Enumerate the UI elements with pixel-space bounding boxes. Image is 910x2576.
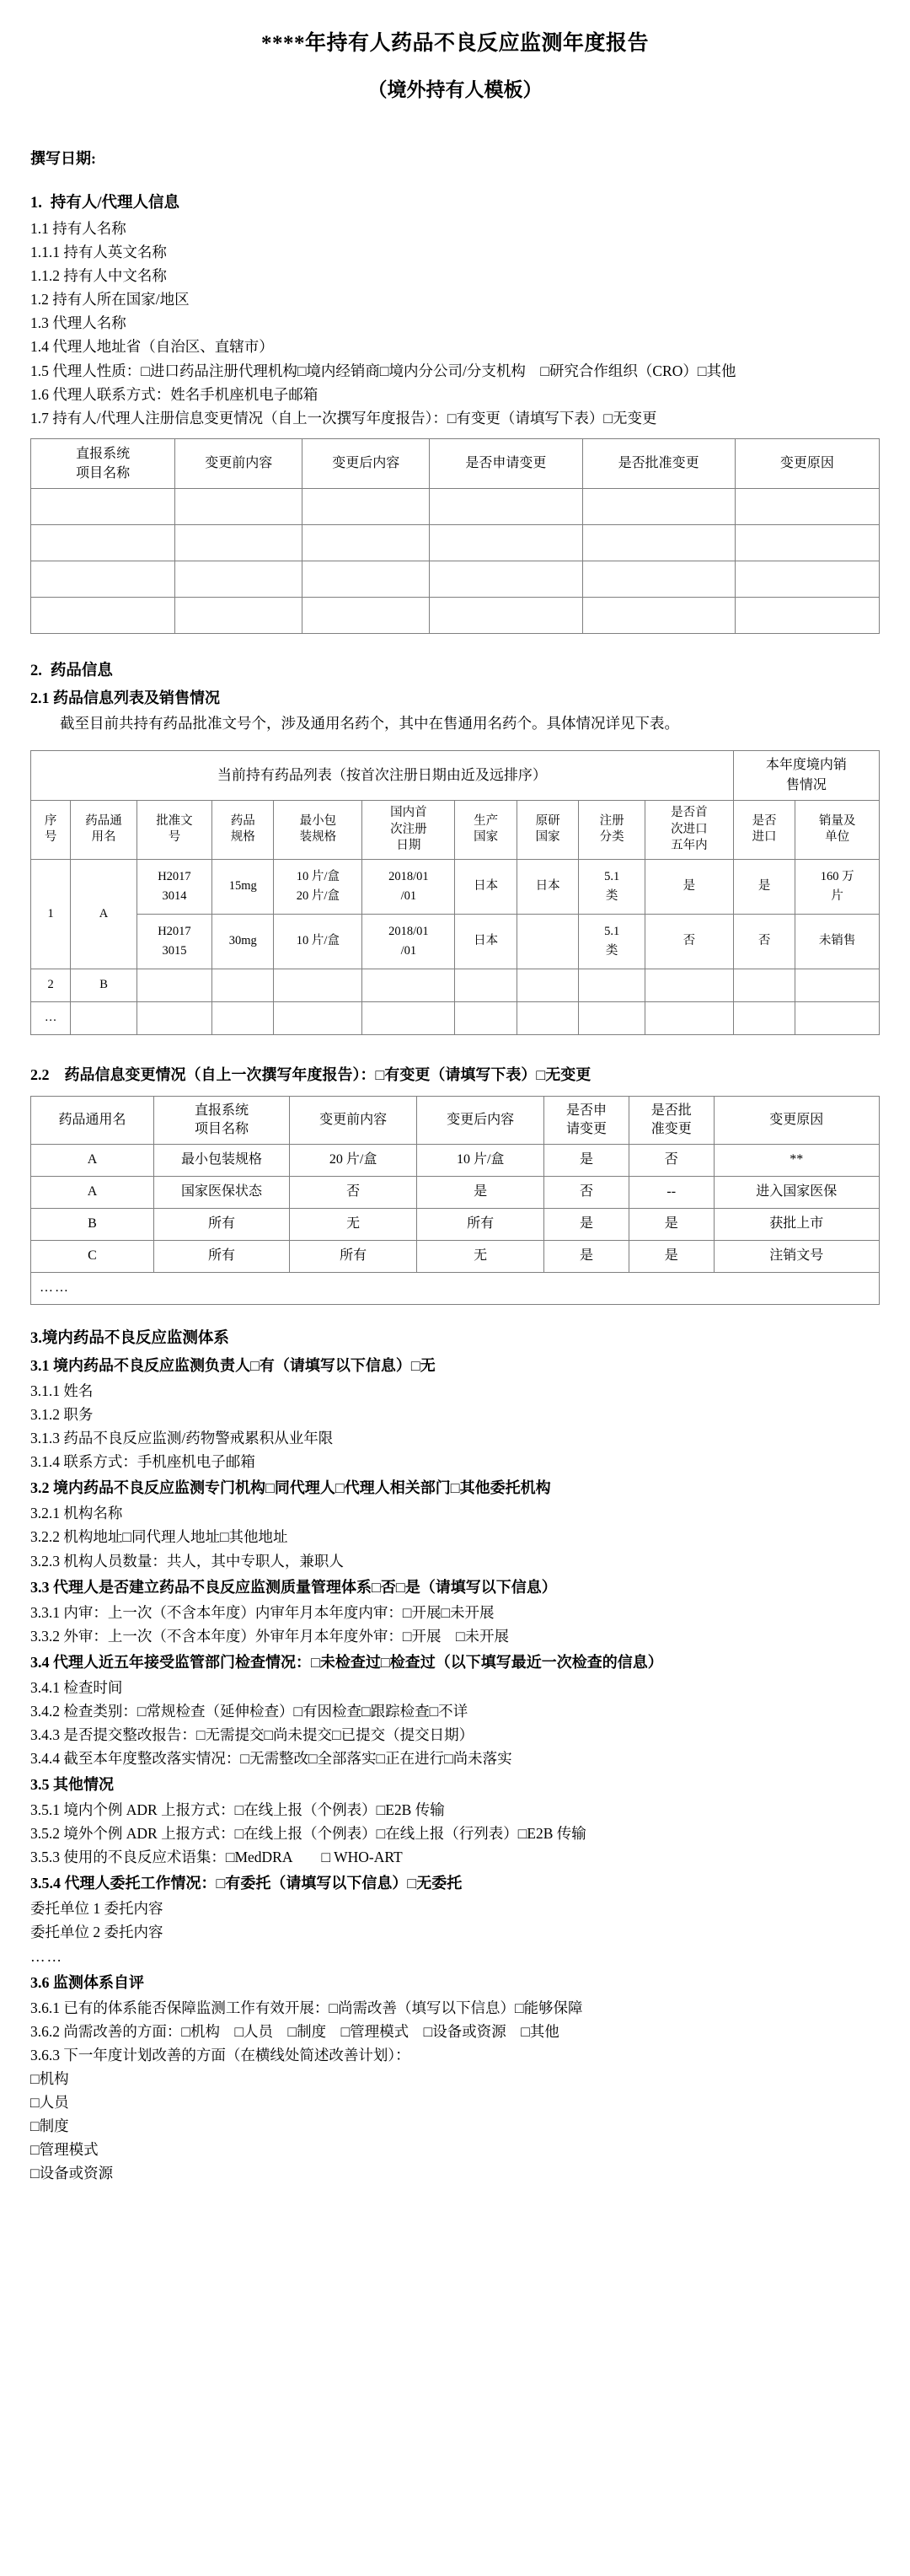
cell-approval-number[interactable] bbox=[136, 969, 211, 1001]
cell-drug-spec[interactable] bbox=[212, 969, 274, 1001]
table-row[interactable] bbox=[31, 969, 880, 1001]
cell[interactable] bbox=[175, 489, 302, 525]
cell[interactable] bbox=[31, 561, 175, 598]
cell-drug-spec[interactable] bbox=[212, 1001, 274, 1034]
table-row[interactable] bbox=[31, 525, 880, 561]
section3-2-heading[interactable]: 3.2 境内药品不良反应监测专门机构□同代理人□代理人相关部门□其他委托机构 bbox=[30, 1479, 551, 1497]
cell-direct-report-item[interactable]: 国家医保状态 bbox=[154, 1177, 290, 1209]
cell-generic-name[interactable]: A bbox=[31, 1177, 154, 1209]
cell-registration-class[interactable]: 5.1 类 bbox=[579, 914, 645, 969]
improve-option-organization[interactable]: □机构 bbox=[30, 2069, 69, 2087]
field-3-4-4[interactable]: 3.4.4 截至本年度整改落实情况：□无需整改□全部落实□正在进行□尚未落实 bbox=[30, 1750, 512, 1768]
cell[interactable] bbox=[735, 598, 879, 634]
cell[interactable] bbox=[31, 598, 175, 634]
field-1-3: 1.3 代理人名称 bbox=[30, 314, 126, 332]
improve-option-equipment-resources[interactable]: □设备或资源 bbox=[30, 2165, 114, 2182]
table-row[interactable] bbox=[31, 1177, 880, 1209]
cell-drug-spec[interactable]: 15mg bbox=[212, 859, 274, 914]
field-1-1: 1.1 持有人名称 bbox=[30, 219, 126, 237]
field-1-2: 1.2 持有人所在国家/地区 bbox=[30, 291, 190, 309]
col-direct-report-item: 直报系统 项目名称 bbox=[31, 438, 175, 488]
cell-seq[interactable]: 2 bbox=[31, 969, 71, 1001]
drug-list-banner: 当前持有药品列表（按首次注册日期由近及远排序） bbox=[31, 750, 734, 800]
col-registration-class: 注册 分类 bbox=[579, 800, 645, 859]
cell[interactable] bbox=[31, 525, 175, 561]
field-3-2-1: 3.2.1 机构名称 bbox=[30, 1505, 123, 1522]
table-banner-row bbox=[31, 750, 880, 800]
field-3-3-2[interactable]: 3.3.2 外审：上一次（不含本年度）外审年月本年度外审：□开展 □未开展 bbox=[30, 1627, 510, 1645]
cell-registration-class[interactable] bbox=[579, 1001, 645, 1034]
section2-number: 2. bbox=[30, 663, 42, 680]
improve-option-personnel[interactable]: □人员 bbox=[30, 2094, 69, 2112]
field-3-6-2[interactable]: 3.6.2 尚需改善的方面：□机构 □人员 □制度 □管理模式 □设备或资源 □其他 bbox=[30, 2022, 559, 2040]
cell-manufacturing-country[interactable]: 日本 bbox=[455, 859, 517, 914]
cell-applied-change[interactable]: 是 bbox=[544, 1145, 629, 1177]
table-row[interactable] bbox=[31, 598, 880, 634]
section3-5-heading: 3.5 其他情况 bbox=[30, 1776, 114, 1794]
cell-generic-name[interactable]: A bbox=[71, 859, 137, 969]
field-3-1-2: 3.1.2 职务 bbox=[30, 1405, 94, 1423]
cell-seq[interactable]: 1 bbox=[31, 859, 71, 969]
section3-heading: 3.境内药品不良反应监测体系 bbox=[30, 1330, 229, 1348]
col-first-registration-date: 国内首 次注册 日期 bbox=[362, 800, 455, 859]
cell-change-reason[interactable]: 注销文号 bbox=[714, 1241, 879, 1273]
cell-after-change[interactable]: 所有 bbox=[417, 1209, 544, 1241]
cell-registration-class[interactable] bbox=[579, 969, 645, 1001]
table-header-row bbox=[31, 800, 880, 859]
table-row[interactable] bbox=[31, 1145, 880, 1177]
col-drug-spec: 药品 规格 bbox=[212, 800, 274, 859]
section1-heading bbox=[30, 191, 880, 216]
field-3-4-2[interactable]: 3.4.2 检查类别：□常规检查（延伸检查）□有因检查□跟踪检查□不详 bbox=[30, 1702, 468, 1720]
cell[interactable] bbox=[582, 561, 735, 598]
page-subtitle: （境外持有人模板） bbox=[367, 79, 543, 100]
cell-is-imported[interactable]: 是 bbox=[733, 859, 795, 914]
col-direct-report-item: 直报系统 项目名称 bbox=[154, 1096, 290, 1145]
cell-generic-name[interactable]: B bbox=[31, 1209, 154, 1241]
table-row[interactable] bbox=[31, 561, 880, 598]
cell[interactable] bbox=[175, 525, 302, 561]
col-generic-name: 药品通用名 bbox=[31, 1096, 154, 1145]
field-3-2-2[interactable]: 3.2.2 机构地址□同代理人地址□其他地址 bbox=[30, 1528, 288, 1546]
drug-list-table bbox=[30, 750, 880, 1035]
section2-1-heading: 2.1 药品信息列表及销售情况 bbox=[30, 689, 220, 706]
cell-sales-volume[interactable] bbox=[795, 969, 880, 1001]
table-row[interactable] bbox=[31, 859, 880, 914]
section2-heading bbox=[30, 659, 880, 684]
field-1-1-1: 1.1.1 持有人英文名称 bbox=[30, 243, 167, 260]
col-change-reason: 变更原因 bbox=[714, 1096, 879, 1145]
improve-option-management-mode[interactable]: □管理模式 bbox=[30, 2141, 99, 2159]
cell-first-registration-date[interactable]: 2018/01 /01 bbox=[362, 859, 455, 914]
cell[interactable] bbox=[430, 525, 582, 561]
cell-first-registration-date[interactable] bbox=[362, 969, 455, 1001]
field-3-5-1[interactable]: 3.5.1 境内个例 ADR 上报方式：□在线上报（个例表）□E2B 传输 bbox=[30, 1801, 445, 1819]
cell[interactable] bbox=[175, 561, 302, 598]
field-3-5-3[interactable]: 3.5.3 使用的不良反应术语集：□MedDRA □ WHO-ART bbox=[30, 1849, 403, 1866]
field-1-5-agent-nature[interactable]: 1.5 代理人性质：□进口药品注册代理机构□境内经销商□境内分公司/分支机构 □研究合作组织（CRO）□其他 bbox=[30, 362, 736, 379]
cell-drug-spec[interactable]: 30mg bbox=[212, 914, 274, 969]
cell-approval-number[interactable] bbox=[136, 1001, 211, 1034]
col-before-change: 变更前内容 bbox=[290, 1096, 417, 1145]
cell-after-change[interactable]: 10 片/盒 bbox=[417, 1145, 544, 1177]
cell-change-reason[interactable]: 获批上市 bbox=[714, 1209, 879, 1241]
cell-after-change[interactable]: 无 bbox=[417, 1241, 544, 1273]
col-before-change: 变更前内容 bbox=[175, 438, 302, 488]
cell-origin-country[interactable] bbox=[517, 969, 578, 1001]
cell-approved-change[interactable]: 否 bbox=[629, 1145, 714, 1177]
col-applied-change: 是否申 请变更 bbox=[544, 1096, 629, 1145]
col-change-reason: 变更原因 bbox=[735, 438, 879, 488]
section3-6-heading: 3.6 监测体系自评 bbox=[30, 1973, 144, 1991]
cell-first-import-within-5y[interactable] bbox=[645, 1001, 733, 1034]
section3-4-heading[interactable]: 3.4 代理人近五年接受监管部门检查情况：□未检查过□检查过（以下填写最近一次检查的信息） bbox=[30, 1653, 663, 1671]
cell-generic-name[interactable]: B bbox=[71, 969, 137, 1001]
table-row[interactable] bbox=[31, 1273, 880, 1305]
cell-change-reason[interactable]: 进入国家医保 bbox=[714, 1177, 879, 1209]
section2-2-heading[interactable]: 2.2 药品信息变更情况（自上一次撰写年度报告）：□有变更（请填写下表）□无变更 bbox=[30, 1065, 592, 1083]
col-approved-change: 是否批准变更 bbox=[582, 438, 735, 488]
cell-approved-change[interactable]: 是 bbox=[629, 1241, 714, 1273]
col-first-import-within-5y: 是否首 次进口 五年内 bbox=[645, 800, 733, 859]
cell[interactable] bbox=[735, 525, 879, 561]
cell-min-package-spec[interactable] bbox=[274, 969, 362, 1001]
field-3-6-1[interactable]: 3.6.1 已有的体系能否保障监测工作有效开展：□尚需改善（填写以下信息）□能够保障 bbox=[30, 1999, 583, 2016]
write-date-label: 撰写日期: bbox=[30, 150, 96, 168]
section2-title: 药品信息 bbox=[50, 663, 113, 680]
col-generic-name: 药品通 用名 bbox=[71, 800, 137, 859]
field-3-6-3: 3.6.3 下一年度计划改善的方面（在横线处简述改善计划）： bbox=[30, 2046, 410, 2063]
cell[interactable] bbox=[582, 598, 735, 634]
cell-ellipsis[interactable]: …… bbox=[31, 1273, 880, 1305]
cell[interactable] bbox=[735, 561, 879, 598]
cell-first-registration-date[interactable] bbox=[362, 1001, 455, 1034]
table-row[interactable] bbox=[31, 914, 880, 969]
cell-approved-change[interactable]: 是 bbox=[629, 1209, 714, 1241]
col-seq: 序 号 bbox=[31, 800, 71, 859]
col-approved-change: 是否批 准变更 bbox=[629, 1096, 714, 1145]
table-row[interactable] bbox=[31, 1241, 880, 1273]
table-row[interactable] bbox=[31, 1209, 880, 1241]
cell[interactable] bbox=[175, 598, 302, 634]
cell[interactable] bbox=[582, 489, 735, 525]
entrust-ellipsis: …… bbox=[30, 1947, 63, 1965]
cell-first-import-within-5y[interactable]: 否 bbox=[645, 914, 733, 969]
cell[interactable] bbox=[735, 489, 879, 525]
cell[interactable] bbox=[582, 525, 735, 561]
cell-approval-number[interactable]: H2017 3014 bbox=[136, 859, 211, 914]
cell-direct-report-item[interactable]: 所有 bbox=[154, 1241, 290, 1273]
section3-5-4-heading[interactable]: 3.5.4 代理人委托工作情况：□有委托（请填写以下信息）□无委托 bbox=[30, 1875, 463, 1892]
cell-first-import-within-5y[interactable]: 是 bbox=[645, 859, 733, 914]
drug-info-change-table bbox=[30, 1096, 880, 1306]
cell-applied-change[interactable]: 是 bbox=[544, 1241, 629, 1273]
col-applied-change: 是否申请变更 bbox=[430, 438, 582, 488]
cell[interactable] bbox=[302, 525, 430, 561]
section1-title: 持有人/代理人信息 bbox=[50, 195, 180, 212]
cell-before-change[interactable]: 否 bbox=[290, 1177, 417, 1209]
col-is-imported: 是否 进口 bbox=[733, 800, 795, 859]
cell-generic-name[interactable] bbox=[71, 1001, 137, 1034]
cell-first-import-within-5y[interactable] bbox=[645, 969, 733, 1001]
cell-min-package-spec[interactable] bbox=[274, 1001, 362, 1034]
cell-before-change[interactable]: 所有 bbox=[290, 1241, 417, 1273]
cell-seq[interactable]: … bbox=[31, 1001, 71, 1034]
cell[interactable] bbox=[430, 598, 582, 634]
field-3-5-2[interactable]: 3.5.2 境外个例 ADR 上报方式：□在线上报（个例表）□在线上报（行列表）□E2B 传输 bbox=[30, 1825, 586, 1843]
cell[interactable] bbox=[430, 561, 582, 598]
cell-before-change[interactable]: 20 片/盒 bbox=[290, 1145, 417, 1177]
cell-is-imported[interactable]: 否 bbox=[733, 914, 795, 969]
improve-option-system[interactable]: □制度 bbox=[30, 2117, 69, 2135]
field-1-4: 1.4 代理人地址省（自治区、直辖市） bbox=[30, 338, 274, 356]
cell-is-imported[interactable] bbox=[733, 969, 795, 1001]
col-approval-number: 批准文 号 bbox=[136, 800, 211, 859]
cell-manufacturing-country[interactable] bbox=[455, 969, 517, 1001]
col-origin-country: 原研 国家 bbox=[517, 800, 578, 859]
table-header-row bbox=[31, 1096, 880, 1145]
col-min-package-spec: 最小包 装规格 bbox=[274, 800, 362, 859]
entrust-unit-2: 委托单位 2 委托内容 bbox=[30, 1924, 163, 1941]
cell-sales-volume[interactable]: 160 万 片 bbox=[795, 859, 880, 914]
cell-after-change[interactable]: 是 bbox=[417, 1177, 544, 1209]
field-3-1-3: 3.1.3 药品不良反应监测/药物警戒累积从业年限 bbox=[30, 1430, 334, 1447]
field-3-1-4: 3.1.4 联系方式：手机座机电子邮箱 bbox=[30, 1453, 255, 1471]
domestic-sales-banner: 本年度境内销 售情况 bbox=[733, 750, 879, 800]
cell-generic-name[interactable]: A bbox=[31, 1145, 154, 1177]
cell-approved-change[interactable]: -- bbox=[629, 1177, 714, 1209]
field-3-4-1: 3.4.1 检查时间 bbox=[30, 1678, 123, 1696]
cell-registration-class[interactable]: 5.1 类 bbox=[579, 859, 645, 914]
col-after-change: 变更后内容 bbox=[417, 1096, 544, 1145]
table-header-row bbox=[31, 438, 880, 488]
cell-sales-volume[interactable]: 未销售 bbox=[795, 914, 880, 969]
col-after-change: 变更后内容 bbox=[302, 438, 430, 488]
cell[interactable] bbox=[430, 489, 582, 525]
page-title: ****年持有人药品不良反应监测年度报告 bbox=[260, 32, 649, 55]
cell-origin-country[interactable] bbox=[517, 1001, 578, 1034]
cell-approval-number[interactable]: H2017 3015 bbox=[136, 914, 211, 969]
cell-first-registration-date[interactable]: 2018/01 /01 bbox=[362, 914, 455, 969]
section3-1-heading[interactable]: 3.1 境内药品不良反应监测负责人□有（请填写以下信息）□无 bbox=[30, 1356, 436, 1374]
cell-change-reason[interactable]: ** bbox=[714, 1145, 879, 1177]
section1-number: 1. bbox=[30, 195, 42, 212]
cell-min-package-spec[interactable]: 10 片/盒 20 片/盒 bbox=[274, 859, 362, 914]
cell-origin-country[interactable] bbox=[517, 914, 578, 969]
cell-applied-change[interactable]: 是 bbox=[544, 1209, 629, 1241]
cell-applied-change[interactable]: 否 bbox=[544, 1177, 629, 1209]
cell[interactable] bbox=[302, 561, 430, 598]
cell[interactable] bbox=[302, 598, 430, 634]
entrust-unit-1: 委托单位 1 委托内容 bbox=[30, 1900, 163, 1918]
col-sales-volume-unit: 销量及 单位 bbox=[795, 800, 880, 859]
field-1-1-2: 1.1.2 持有人中文名称 bbox=[30, 267, 167, 284]
cell-min-package-spec[interactable]: 10 片/盒 bbox=[274, 914, 362, 969]
field-3-1-1: 3.1.1 姓名 bbox=[30, 1382, 94, 1399]
cell-direct-report-item[interactable]: 最小包装规格 bbox=[154, 1145, 290, 1177]
cell[interactable] bbox=[31, 489, 175, 525]
registration-change-table bbox=[30, 438, 880, 634]
col-manufacturing-country: 生产 国家 bbox=[455, 800, 517, 859]
table-row[interactable] bbox=[31, 489, 880, 525]
table-row[interactable] bbox=[31, 1001, 880, 1034]
cell[interactable] bbox=[302, 489, 430, 525]
cell-generic-name[interactable]: C bbox=[31, 1241, 154, 1273]
field-3-4-3[interactable]: 3.4.3 是否提交整改报告：□无需提交□尚未提交□已提交（提交日期） bbox=[30, 1725, 474, 1743]
field-1-6-agent-contact: 1.6 代理人联系方式：姓名手机座机电子邮箱 bbox=[30, 385, 318, 403]
field-3-2-3: 3.2.3 机构人员数量：共人，其中专职人，兼职人 bbox=[30, 1552, 344, 1570]
cell-before-change[interactable]: 无 bbox=[290, 1209, 417, 1241]
cell-manufacturing-country[interactable]: 日本 bbox=[455, 914, 517, 969]
cell-is-imported[interactable] bbox=[733, 1001, 795, 1034]
section2-1-paragraph: 截至目前共持有药品批准文号个，涉及通用名药个，其中在售通用名药个。具体情况详见下表。 bbox=[60, 714, 679, 732]
cell-direct-report-item[interactable]: 所有 bbox=[154, 1209, 290, 1241]
field-3-3-1[interactable]: 3.3.1 内审：上一次（不含本年度）内审年月本年度内审：□开展□未开展 bbox=[30, 1603, 495, 1621]
section3-3-heading[interactable]: 3.3 代理人是否建立药品不良反应监测质量管理体系□否□是（请填写以下信息） bbox=[30, 1578, 557, 1596]
field-1-7-registration-change[interactable]: 1.7 持有人/代理人注册信息变更情况（自上一次撰写年度报告）：□有变更（请填写下表）□无变更 bbox=[30, 409, 657, 427]
cell-origin-country[interactable]: 日本 bbox=[517, 859, 578, 914]
cell-manufacturing-country[interactable] bbox=[455, 1001, 517, 1034]
cell-sales-volume[interactable] bbox=[795, 1001, 880, 1034]
